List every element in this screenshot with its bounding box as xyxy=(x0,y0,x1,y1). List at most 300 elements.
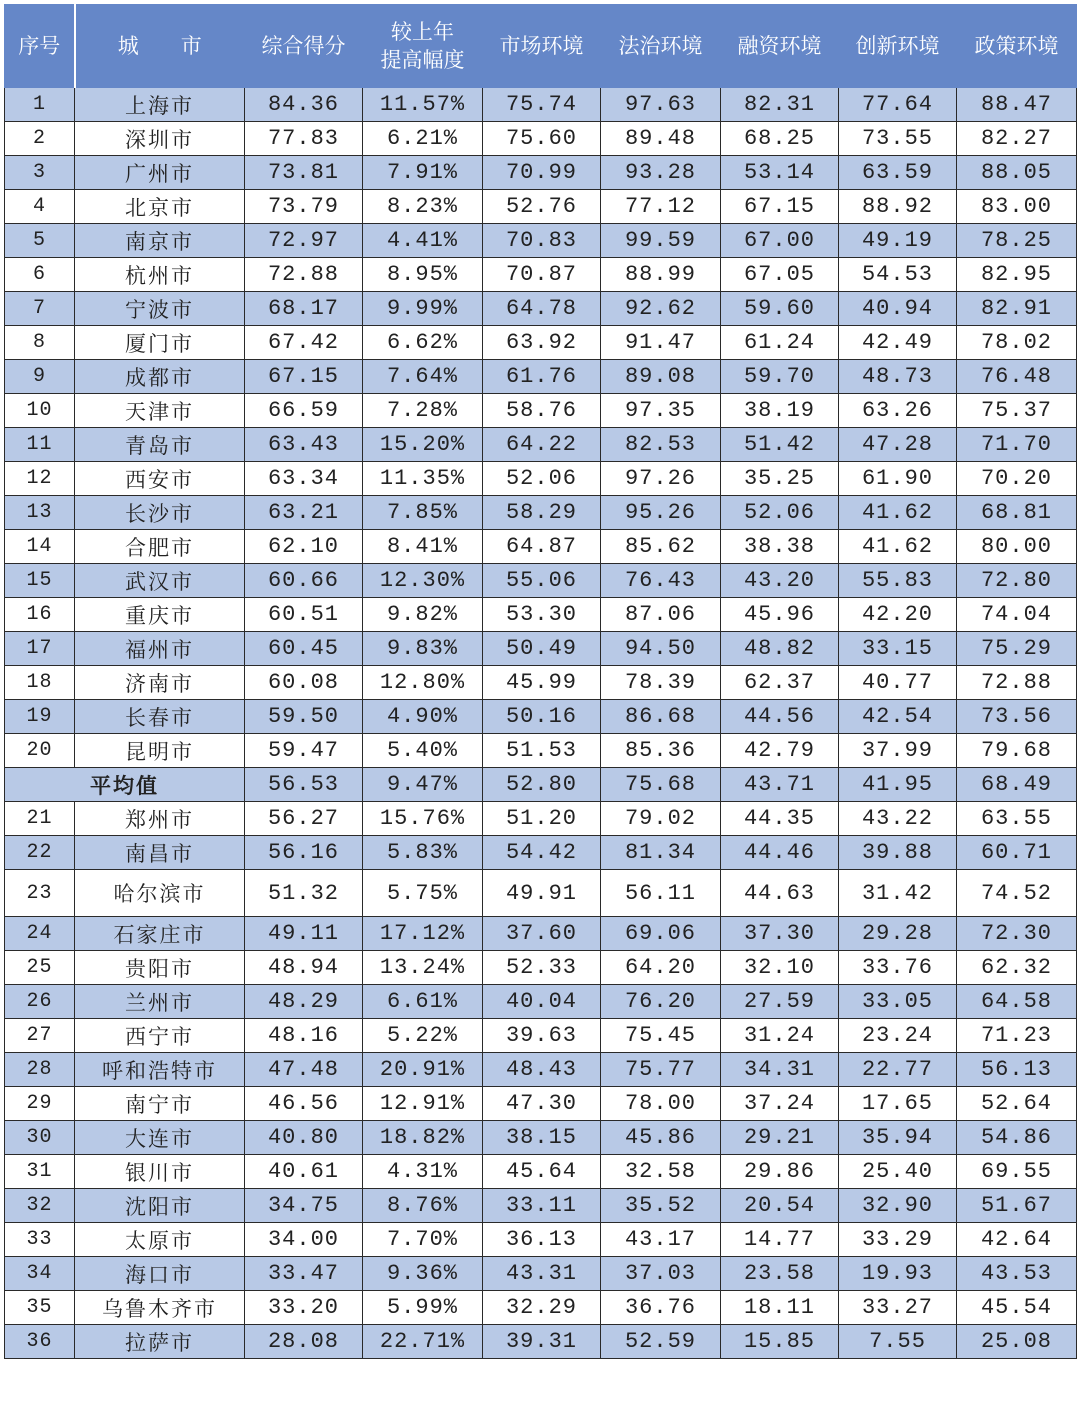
cell-rank: 23 xyxy=(5,870,75,917)
cell-innovation-env: 48.73 xyxy=(839,360,957,394)
cell-legal-env: 78.39 xyxy=(601,666,721,700)
cell-innovation-env: 23.24 xyxy=(839,1019,957,1053)
cell-innovation-env: 77.64 xyxy=(839,88,957,122)
header-yoy-increase xyxy=(363,5,483,88)
cell-policy-env: 75.29 xyxy=(957,632,1077,666)
cell-financing-env: 44.46 xyxy=(721,836,839,870)
table-row xyxy=(5,530,1077,564)
cell-innovation-env: 7.55 xyxy=(839,1325,957,1359)
cell-policy-env: 88.47 xyxy=(957,88,1077,122)
cell-rank: 17 xyxy=(5,632,75,666)
cell-market-env: 45.64 xyxy=(483,1155,601,1189)
cell-overall-score: 63.43 xyxy=(245,428,363,462)
cell-yoy-increase: 20.91% xyxy=(363,1053,483,1087)
header-policy-env-text: 政策环境 xyxy=(974,33,1059,58)
cell-market-env: 39.31 xyxy=(483,1325,601,1359)
cell-rank: 31 xyxy=(5,1155,75,1189)
table-header xyxy=(5,5,1077,88)
cell-yoy-increase: 8.23% xyxy=(363,190,483,224)
cell-overall-score: 66.59 xyxy=(245,394,363,428)
cell-legal-env: 75.68 xyxy=(601,768,721,802)
header-financing-env xyxy=(721,5,839,88)
cell-innovation-env: 19.93 xyxy=(839,1257,957,1291)
cell-legal-env: 89.08 xyxy=(601,360,721,394)
cell-overall-score: 48.16 xyxy=(245,1019,363,1053)
cell-legal-env: 82.53 xyxy=(601,428,721,462)
cell-market-env: 64.78 xyxy=(483,292,601,326)
cell-city: 沈阳市 xyxy=(75,1189,245,1223)
cell-innovation-env: 29.28 xyxy=(839,917,957,951)
cell-financing-env: 34.31 xyxy=(721,1053,839,1087)
cell-overall-score: 40.80 xyxy=(245,1121,363,1155)
cell-financing-env: 67.00 xyxy=(721,224,839,258)
cell-yoy-increase: 11.35% xyxy=(363,462,483,496)
cell-legal-env: 97.35 xyxy=(601,394,721,428)
cell-yoy-increase: 9.99% xyxy=(363,292,483,326)
cell-yoy-increase: 5.99% xyxy=(363,1291,483,1325)
cell-innovation-env: 41.62 xyxy=(839,496,957,530)
header-city-text: 城 市 xyxy=(117,33,202,58)
cell-city: 广州市 xyxy=(75,156,245,190)
cell-financing-env: 29.21 xyxy=(721,1121,839,1155)
cell-overall-score: 60.66 xyxy=(245,564,363,598)
table-row xyxy=(5,496,1077,530)
cell-rank: 27 xyxy=(5,1019,75,1053)
table-row xyxy=(5,985,1077,1019)
cell-city: 杭州市 xyxy=(75,258,245,292)
cell-overall-score: 67.42 xyxy=(245,326,363,360)
cell-policy-env: 74.52 xyxy=(957,870,1077,917)
cell-yoy-increase: 17.12% xyxy=(363,917,483,951)
cell-policy-env: 83.00 xyxy=(957,190,1077,224)
cell-overall-score: 68.17 xyxy=(245,292,363,326)
cell-city: 海口市 xyxy=(75,1257,245,1291)
cell-financing-env: 23.58 xyxy=(721,1257,839,1291)
cell-market-env: 64.87 xyxy=(483,530,601,564)
cell-policy-env: 82.27 xyxy=(957,122,1077,156)
cell-yoy-increase: 7.64% xyxy=(363,360,483,394)
cell-market-env: 40.04 xyxy=(483,985,601,1019)
cell-city: 西安市 xyxy=(75,462,245,496)
header-rank xyxy=(5,5,75,88)
header-overall-score-text: 综合得分 xyxy=(261,33,346,58)
cell-policy-env: 60.71 xyxy=(957,836,1077,870)
cell-rank: 33 xyxy=(5,1223,75,1257)
cell-yoy-increase: 7.91% xyxy=(363,156,483,190)
cell-rank: 2 xyxy=(5,122,75,156)
cell-rank: 36 xyxy=(5,1325,75,1359)
cell-rank: 8 xyxy=(5,326,75,360)
cell-financing-env: 18.11 xyxy=(721,1291,839,1325)
table-row xyxy=(5,1019,1077,1053)
table-row xyxy=(5,1223,1077,1257)
cell-rank: 24 xyxy=(5,917,75,951)
cell-rank: 29 xyxy=(5,1087,75,1121)
cell-city: 成都市 xyxy=(75,360,245,394)
cell-policy-env: 69.55 xyxy=(957,1155,1077,1189)
cell-rank: 19 xyxy=(5,700,75,734)
cell-yoy-increase: 5.75% xyxy=(363,870,483,917)
cell-rank: 34 xyxy=(5,1257,75,1291)
cell-legal-env: 85.62 xyxy=(601,530,721,564)
cell-innovation-env: 32.90 xyxy=(839,1189,957,1223)
cell-market-env: 75.60 xyxy=(483,122,601,156)
cell-yoy-increase: 4.31% xyxy=(363,1155,483,1189)
cell-financing-env: 38.38 xyxy=(721,530,839,564)
table-row xyxy=(5,917,1077,951)
cell-legal-env: 86.68 xyxy=(601,700,721,734)
cell-overall-score: 84.36 xyxy=(245,88,363,122)
cell-policy-env: 72.80 xyxy=(957,564,1077,598)
cell-overall-score: 51.32 xyxy=(245,870,363,917)
cell-market-env: 70.83 xyxy=(483,224,601,258)
table-row xyxy=(5,632,1077,666)
cell-financing-env: 53.14 xyxy=(721,156,839,190)
cell-city: 宁波市 xyxy=(75,292,245,326)
cell-legal-env: 76.20 xyxy=(601,985,721,1019)
ranking-table xyxy=(4,4,1077,1359)
cell-legal-env: 81.34 xyxy=(601,836,721,870)
cell-financing-env: 20.54 xyxy=(721,1189,839,1223)
cell-financing-env: 68.25 xyxy=(721,122,839,156)
cell-city: 北京市 xyxy=(75,190,245,224)
cell-legal-env: 99.59 xyxy=(601,224,721,258)
cell-innovation-env: 35.94 xyxy=(839,1121,957,1155)
cell-policy-env: 68.49 xyxy=(957,768,1077,802)
cell-financing-env: 82.31 xyxy=(721,88,839,122)
cell-innovation-env: 54.53 xyxy=(839,258,957,292)
cell-yoy-increase: 8.41% xyxy=(363,530,483,564)
cell-innovation-env: 61.90 xyxy=(839,462,957,496)
cell-overall-score: 33.47 xyxy=(245,1257,363,1291)
cell-policy-env: 51.67 xyxy=(957,1189,1077,1223)
cell-rank: 20 xyxy=(5,734,75,768)
cell-policy-env: 82.95 xyxy=(957,258,1077,292)
cell-yoy-increase: 13.24% xyxy=(363,951,483,985)
cell-overall-score: 63.34 xyxy=(245,462,363,496)
cell-market-env: 52.06 xyxy=(483,462,601,496)
cell-city: 天津市 xyxy=(75,394,245,428)
cell-city: 拉萨市 xyxy=(75,1325,245,1359)
cell-policy-env: 63.55 xyxy=(957,802,1077,836)
cell-market-env: 48.43 xyxy=(483,1053,601,1087)
cell-innovation-env: 42.20 xyxy=(839,598,957,632)
header-innovation-env xyxy=(839,5,957,88)
cell-overall-score: 72.97 xyxy=(245,224,363,258)
cell-yoy-increase: 6.21% xyxy=(363,122,483,156)
cell-rank: 14 xyxy=(5,530,75,564)
header-row xyxy=(5,5,1077,88)
cell-legal-env: 37.03 xyxy=(601,1257,721,1291)
table-row xyxy=(5,666,1077,700)
table-row xyxy=(5,156,1077,190)
cell-market-env: 53.30 xyxy=(483,598,601,632)
cell-yoy-increase: 11.57% xyxy=(363,88,483,122)
cell-market-env: 55.06 xyxy=(483,564,601,598)
cell-innovation-env: 25.40 xyxy=(839,1155,957,1189)
cell-legal-env: 79.02 xyxy=(601,802,721,836)
table-row xyxy=(5,1121,1077,1155)
cell-market-env: 58.29 xyxy=(483,496,601,530)
header-city xyxy=(75,5,245,88)
cell-market-env: 50.49 xyxy=(483,632,601,666)
table-row xyxy=(5,951,1077,985)
cell-legal-env: 36.76 xyxy=(601,1291,721,1325)
table-row xyxy=(5,1189,1077,1223)
cell-overall-score: 47.48 xyxy=(245,1053,363,1087)
cell-overall-score: 73.79 xyxy=(245,190,363,224)
cell-legal-env: 69.06 xyxy=(601,917,721,951)
cell-financing-env: 15.85 xyxy=(721,1325,839,1359)
cell-innovation-env: 63.26 xyxy=(839,394,957,428)
cell-city: 兰州市 xyxy=(75,985,245,1019)
cell-market-env: 51.53 xyxy=(483,734,601,768)
cell-policy-env: 56.13 xyxy=(957,1053,1077,1087)
cell-overall-score: 34.00 xyxy=(245,1223,363,1257)
average-label: 平均值 xyxy=(5,768,245,802)
cell-yoy-increase: 5.40% xyxy=(363,734,483,768)
cell-financing-env: 67.15 xyxy=(721,190,839,224)
table-row xyxy=(5,88,1077,122)
cell-market-env: 61.76 xyxy=(483,360,601,394)
cell-market-env: 50.16 xyxy=(483,700,601,734)
cell-policy-env: 45.54 xyxy=(957,1291,1077,1325)
cell-financing-env: 62.37 xyxy=(721,666,839,700)
cell-financing-env: 59.70 xyxy=(721,360,839,394)
table-row xyxy=(5,326,1077,360)
cell-market-env: 52.76 xyxy=(483,190,601,224)
table-row xyxy=(5,802,1077,836)
cell-yoy-increase: 22.71% xyxy=(363,1325,483,1359)
cell-overall-score: 40.61 xyxy=(245,1155,363,1189)
cell-financing-env: 44.63 xyxy=(721,870,839,917)
cell-market-env: 70.99 xyxy=(483,156,601,190)
cell-policy-env: 74.04 xyxy=(957,598,1077,632)
cell-city: 长沙市 xyxy=(75,496,245,530)
cell-financing-env: 48.82 xyxy=(721,632,839,666)
cell-innovation-env: 37.99 xyxy=(839,734,957,768)
cell-city: 银川市 xyxy=(75,1155,245,1189)
cell-policy-env: 52.64 xyxy=(957,1087,1077,1121)
cell-innovation-env: 47.28 xyxy=(839,428,957,462)
cell-rank: 16 xyxy=(5,598,75,632)
cell-city: 厦门市 xyxy=(75,326,245,360)
table-body xyxy=(5,88,1077,1359)
cell-city: 西宁市 xyxy=(75,1019,245,1053)
cell-overall-score: 67.15 xyxy=(245,360,363,394)
cell-legal-env: 92.62 xyxy=(601,292,721,326)
cell-legal-env: 56.11 xyxy=(601,870,721,917)
cell-city: 上海市 xyxy=(75,88,245,122)
cell-innovation-env: 43.22 xyxy=(839,802,957,836)
table-row xyxy=(5,734,1077,768)
cell-policy-env: 62.32 xyxy=(957,951,1077,985)
cell-overall-score: 59.47 xyxy=(245,734,363,768)
cell-financing-env: 44.35 xyxy=(721,802,839,836)
cell-yoy-increase: 15.76% xyxy=(363,802,483,836)
cell-overall-score: 34.75 xyxy=(245,1189,363,1223)
cell-overall-score: 60.08 xyxy=(245,666,363,700)
cell-financing-env: 27.59 xyxy=(721,985,839,1019)
cell-yoy-increase: 7.28% xyxy=(363,394,483,428)
cell-policy-env: 71.70 xyxy=(957,428,1077,462)
cell-rank: 12 xyxy=(5,462,75,496)
cell-policy-env: 43.53 xyxy=(957,1257,1077,1291)
cell-market-env: 58.76 xyxy=(483,394,601,428)
cell-innovation-env: 73.55 xyxy=(839,122,957,156)
cell-legal-env: 85.36 xyxy=(601,734,721,768)
cell-innovation-env: 17.65 xyxy=(839,1087,957,1121)
table-row xyxy=(5,190,1077,224)
table-row xyxy=(5,224,1077,258)
cell-yoy-increase: 9.36% xyxy=(363,1257,483,1291)
cell-legal-env: 43.17 xyxy=(601,1223,721,1257)
cell-overall-score: 62.10 xyxy=(245,530,363,564)
cell-overall-score: 46.56 xyxy=(245,1087,363,1121)
cell-market-env: 52.33 xyxy=(483,951,601,985)
cell-policy-env: 79.68 xyxy=(957,734,1077,768)
cell-overall-score: 49.11 xyxy=(245,917,363,951)
cell-policy-env: 72.88 xyxy=(957,666,1077,700)
table-row xyxy=(5,394,1077,428)
cell-rank: 18 xyxy=(5,666,75,700)
header-policy-env xyxy=(957,5,1077,88)
cell-innovation-env: 40.94 xyxy=(839,292,957,326)
cell-overall-score: 59.50 xyxy=(245,700,363,734)
cell-innovation-env: 42.49 xyxy=(839,326,957,360)
cell-rank: 7 xyxy=(5,292,75,326)
cell-overall-score: 60.45 xyxy=(245,632,363,666)
cell-yoy-increase: 8.95% xyxy=(363,258,483,292)
cell-yoy-increase: 9.82% xyxy=(363,598,483,632)
table-row xyxy=(5,1291,1077,1325)
cell-policy-env: 64.58 xyxy=(957,985,1077,1019)
header-innovation-env-text: 创新环境 xyxy=(855,33,940,58)
cell-city: 重庆市 xyxy=(75,598,245,632)
cell-legal-env: 93.28 xyxy=(601,156,721,190)
cell-city: 福州市 xyxy=(75,632,245,666)
cell-innovation-env: 33.76 xyxy=(839,951,957,985)
header-rank-text: 序号 xyxy=(18,33,61,58)
cell-policy-env: 78.02 xyxy=(957,326,1077,360)
table-row xyxy=(5,1257,1077,1291)
cell-market-env: 70.87 xyxy=(483,258,601,292)
table-row xyxy=(5,564,1077,598)
cell-city: 郑州市 xyxy=(75,802,245,836)
cell-legal-env: 97.63 xyxy=(601,88,721,122)
cell-rank: 21 xyxy=(5,802,75,836)
cell-city: 哈尔滨市 xyxy=(75,870,245,917)
cell-financing-env: 45.96 xyxy=(721,598,839,632)
cell-overall-score: 72.88 xyxy=(245,258,363,292)
cell-innovation-env: 33.15 xyxy=(839,632,957,666)
table-row xyxy=(5,1053,1077,1087)
cell-rank: 10 xyxy=(5,394,75,428)
cell-rank: 28 xyxy=(5,1053,75,1087)
cell-legal-env: 95.26 xyxy=(601,496,721,530)
cell-policy-env: 78.25 xyxy=(957,224,1077,258)
cell-legal-env: 76.43 xyxy=(601,564,721,598)
table-row xyxy=(5,428,1077,462)
cell-overall-score: 73.81 xyxy=(245,156,363,190)
cell-city: 南昌市 xyxy=(75,836,245,870)
cell-financing-env: 38.19 xyxy=(721,394,839,428)
table-row xyxy=(5,836,1077,870)
cell-rank: 13 xyxy=(5,496,75,530)
header-market-env xyxy=(483,5,601,88)
cell-market-env: 63.92 xyxy=(483,326,601,360)
cell-financing-env: 37.24 xyxy=(721,1087,839,1121)
cell-overall-score: 56.27 xyxy=(245,802,363,836)
cell-city: 长春市 xyxy=(75,700,245,734)
cell-yoy-increase: 8.76% xyxy=(363,1189,483,1223)
cell-yoy-increase: 7.70% xyxy=(363,1223,483,1257)
cell-legal-env: 75.77 xyxy=(601,1053,721,1087)
header-legal-env xyxy=(601,5,721,88)
cell-city: 大连市 xyxy=(75,1121,245,1155)
table-row xyxy=(5,1087,1077,1121)
table-row xyxy=(5,700,1077,734)
header-market-env-text: 市场环境 xyxy=(499,33,584,58)
cell-yoy-increase: 5.22% xyxy=(363,1019,483,1053)
cell-legal-env: 97.26 xyxy=(601,462,721,496)
cell-overall-score: 56.16 xyxy=(245,836,363,870)
table-row xyxy=(5,360,1077,394)
cell-rank: 32 xyxy=(5,1189,75,1223)
cell-legal-env: 45.86 xyxy=(601,1121,721,1155)
header-legal-env-text: 法治环境 xyxy=(618,33,703,58)
cell-overall-score: 33.20 xyxy=(245,1291,363,1325)
cell-city: 昆明市 xyxy=(75,734,245,768)
cell-market-env: 54.42 xyxy=(483,836,601,870)
cell-policy-env: 71.23 xyxy=(957,1019,1077,1053)
cell-financing-env: 67.05 xyxy=(721,258,839,292)
cell-yoy-increase: 5.83% xyxy=(363,836,483,870)
cell-innovation-env: 63.59 xyxy=(839,156,957,190)
table-row xyxy=(5,1325,1077,1359)
cell-city: 合肥市 xyxy=(75,530,245,564)
cell-overall-score: 63.21 xyxy=(245,496,363,530)
cell-city: 南宁市 xyxy=(75,1087,245,1121)
cell-yoy-increase: 9.83% xyxy=(363,632,483,666)
cell-legal-env: 75.45 xyxy=(601,1019,721,1053)
cell-city: 贵阳市 xyxy=(75,951,245,985)
cell-city: 深圳市 xyxy=(75,122,245,156)
cell-financing-env: 59.60 xyxy=(721,292,839,326)
cell-market-env: 47.30 xyxy=(483,1087,601,1121)
cell-legal-env: 35.52 xyxy=(601,1189,721,1223)
average-row xyxy=(5,768,1077,802)
table-row xyxy=(5,1155,1077,1189)
header-yoy-increase-text: 较上年 xyxy=(391,19,454,44)
cell-innovation-env: 33.27 xyxy=(839,1291,957,1325)
cell-financing-env: 35.25 xyxy=(721,462,839,496)
cell-policy-env: 75.37 xyxy=(957,394,1077,428)
cell-rank: 25 xyxy=(5,951,75,985)
cell-rank: 5 xyxy=(5,224,75,258)
cell-financing-env: 31.24 xyxy=(721,1019,839,1053)
cell-legal-env: 77.12 xyxy=(601,190,721,224)
cell-yoy-increase: 4.41% xyxy=(363,224,483,258)
cell-innovation-env: 42.54 xyxy=(839,700,957,734)
cell-overall-score: 60.51 xyxy=(245,598,363,632)
cell-market-env: 64.22 xyxy=(483,428,601,462)
cell-policy-env: 76.48 xyxy=(957,360,1077,394)
cell-financing-env: 14.77 xyxy=(721,1223,839,1257)
cell-legal-env: 32.58 xyxy=(601,1155,721,1189)
cell-legal-env: 94.50 xyxy=(601,632,721,666)
cell-innovation-env: 41.62 xyxy=(839,530,957,564)
